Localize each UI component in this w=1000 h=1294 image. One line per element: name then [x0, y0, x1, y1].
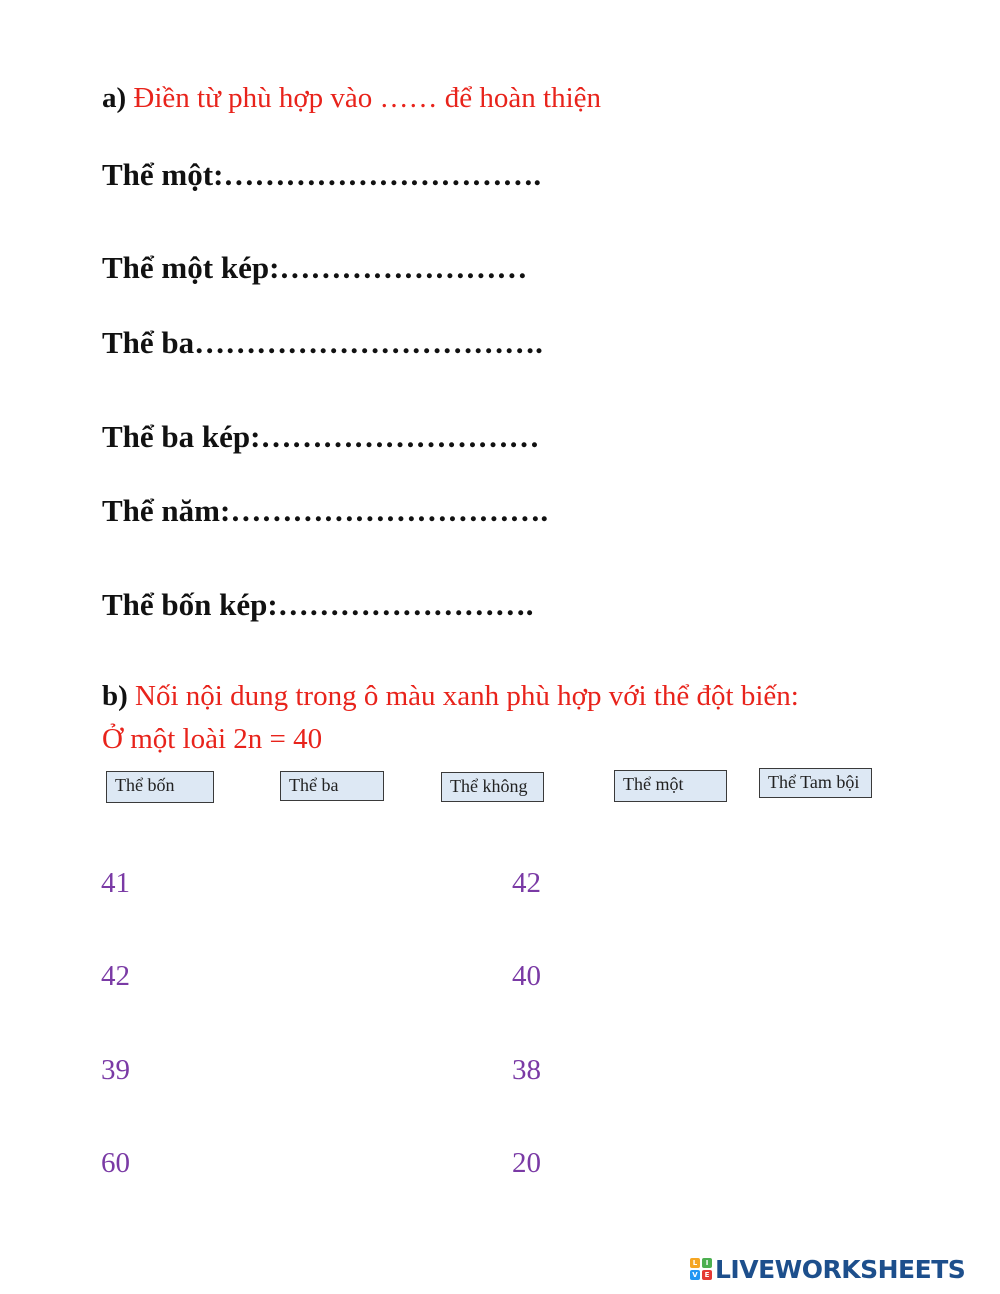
fill-line-the-mot-kep[interactable]: Thể một kép:……………………	[102, 250, 528, 285]
part-a-instruction: Điền từ phù hợp vào …… để hoàn thiện	[133, 82, 602, 114]
number-right-1[interactable]: 42	[512, 867, 541, 899]
liveworksheets-logo[interactable]	[690, 1254, 965, 1284]
number-left-4[interactable]: 60	[101, 1147, 130, 1179]
logo-text: LIVEWORKSHEETS	[715, 1254, 966, 1284]
part-b-condition: Ở một loài 2n = 40	[102, 723, 323, 755]
fill-line-the-ba-kep[interactable]: Thể ba kép:………………………	[102, 419, 540, 454]
logo-tile-i: I	[702, 1258, 712, 1268]
fill-line-the-nam[interactable]: Thể năm:………………………….	[102, 493, 549, 528]
logo-tile-v: V	[690, 1270, 700, 1280]
fill-line-the-ba[interactable]: Thể ba…………………………….	[102, 325, 543, 360]
number-left-2[interactable]: 42	[101, 960, 130, 992]
part-b-letter: b)	[102, 680, 128, 712]
logo-tile-e: E	[702, 1270, 712, 1280]
fill-line-the-mot[interactable]: Thể một:………………………….	[102, 157, 542, 192]
number-left-3[interactable]: 39	[101, 1054, 130, 1086]
part-a-letter: a)	[102, 82, 127, 114]
number-right-3[interactable]: 38	[512, 1054, 541, 1086]
logo-tile-l: L	[690, 1258, 700, 1268]
liveworksheets-logo-icon	[690, 1258, 712, 1280]
part-b-instruction: Nối nội dung trong ô màu xanh phù hợp với thể đột biến:	[135, 680, 799, 712]
answer-box-the-bon[interactable]: Thể bốn	[106, 771, 214, 803]
fill-line-the-bon-kep[interactable]: Thể bốn kép:…………………….	[102, 587, 534, 622]
answer-box-the-ba[interactable]: Thể ba	[280, 771, 384, 801]
number-right-2[interactable]: 40	[512, 960, 541, 992]
part-b-title	[102, 678, 799, 714]
number-right-4[interactable]: 20	[512, 1147, 541, 1179]
number-left-1[interactable]: 41	[101, 867, 130, 899]
answer-box-the-tam-boi[interactable]: Thể Tam bội	[759, 768, 872, 798]
answer-box-the-mot[interactable]: Thể một	[614, 770, 727, 802]
part-a-title	[102, 80, 601, 116]
answer-box-the-khong[interactable]: Thể không	[441, 772, 544, 802]
